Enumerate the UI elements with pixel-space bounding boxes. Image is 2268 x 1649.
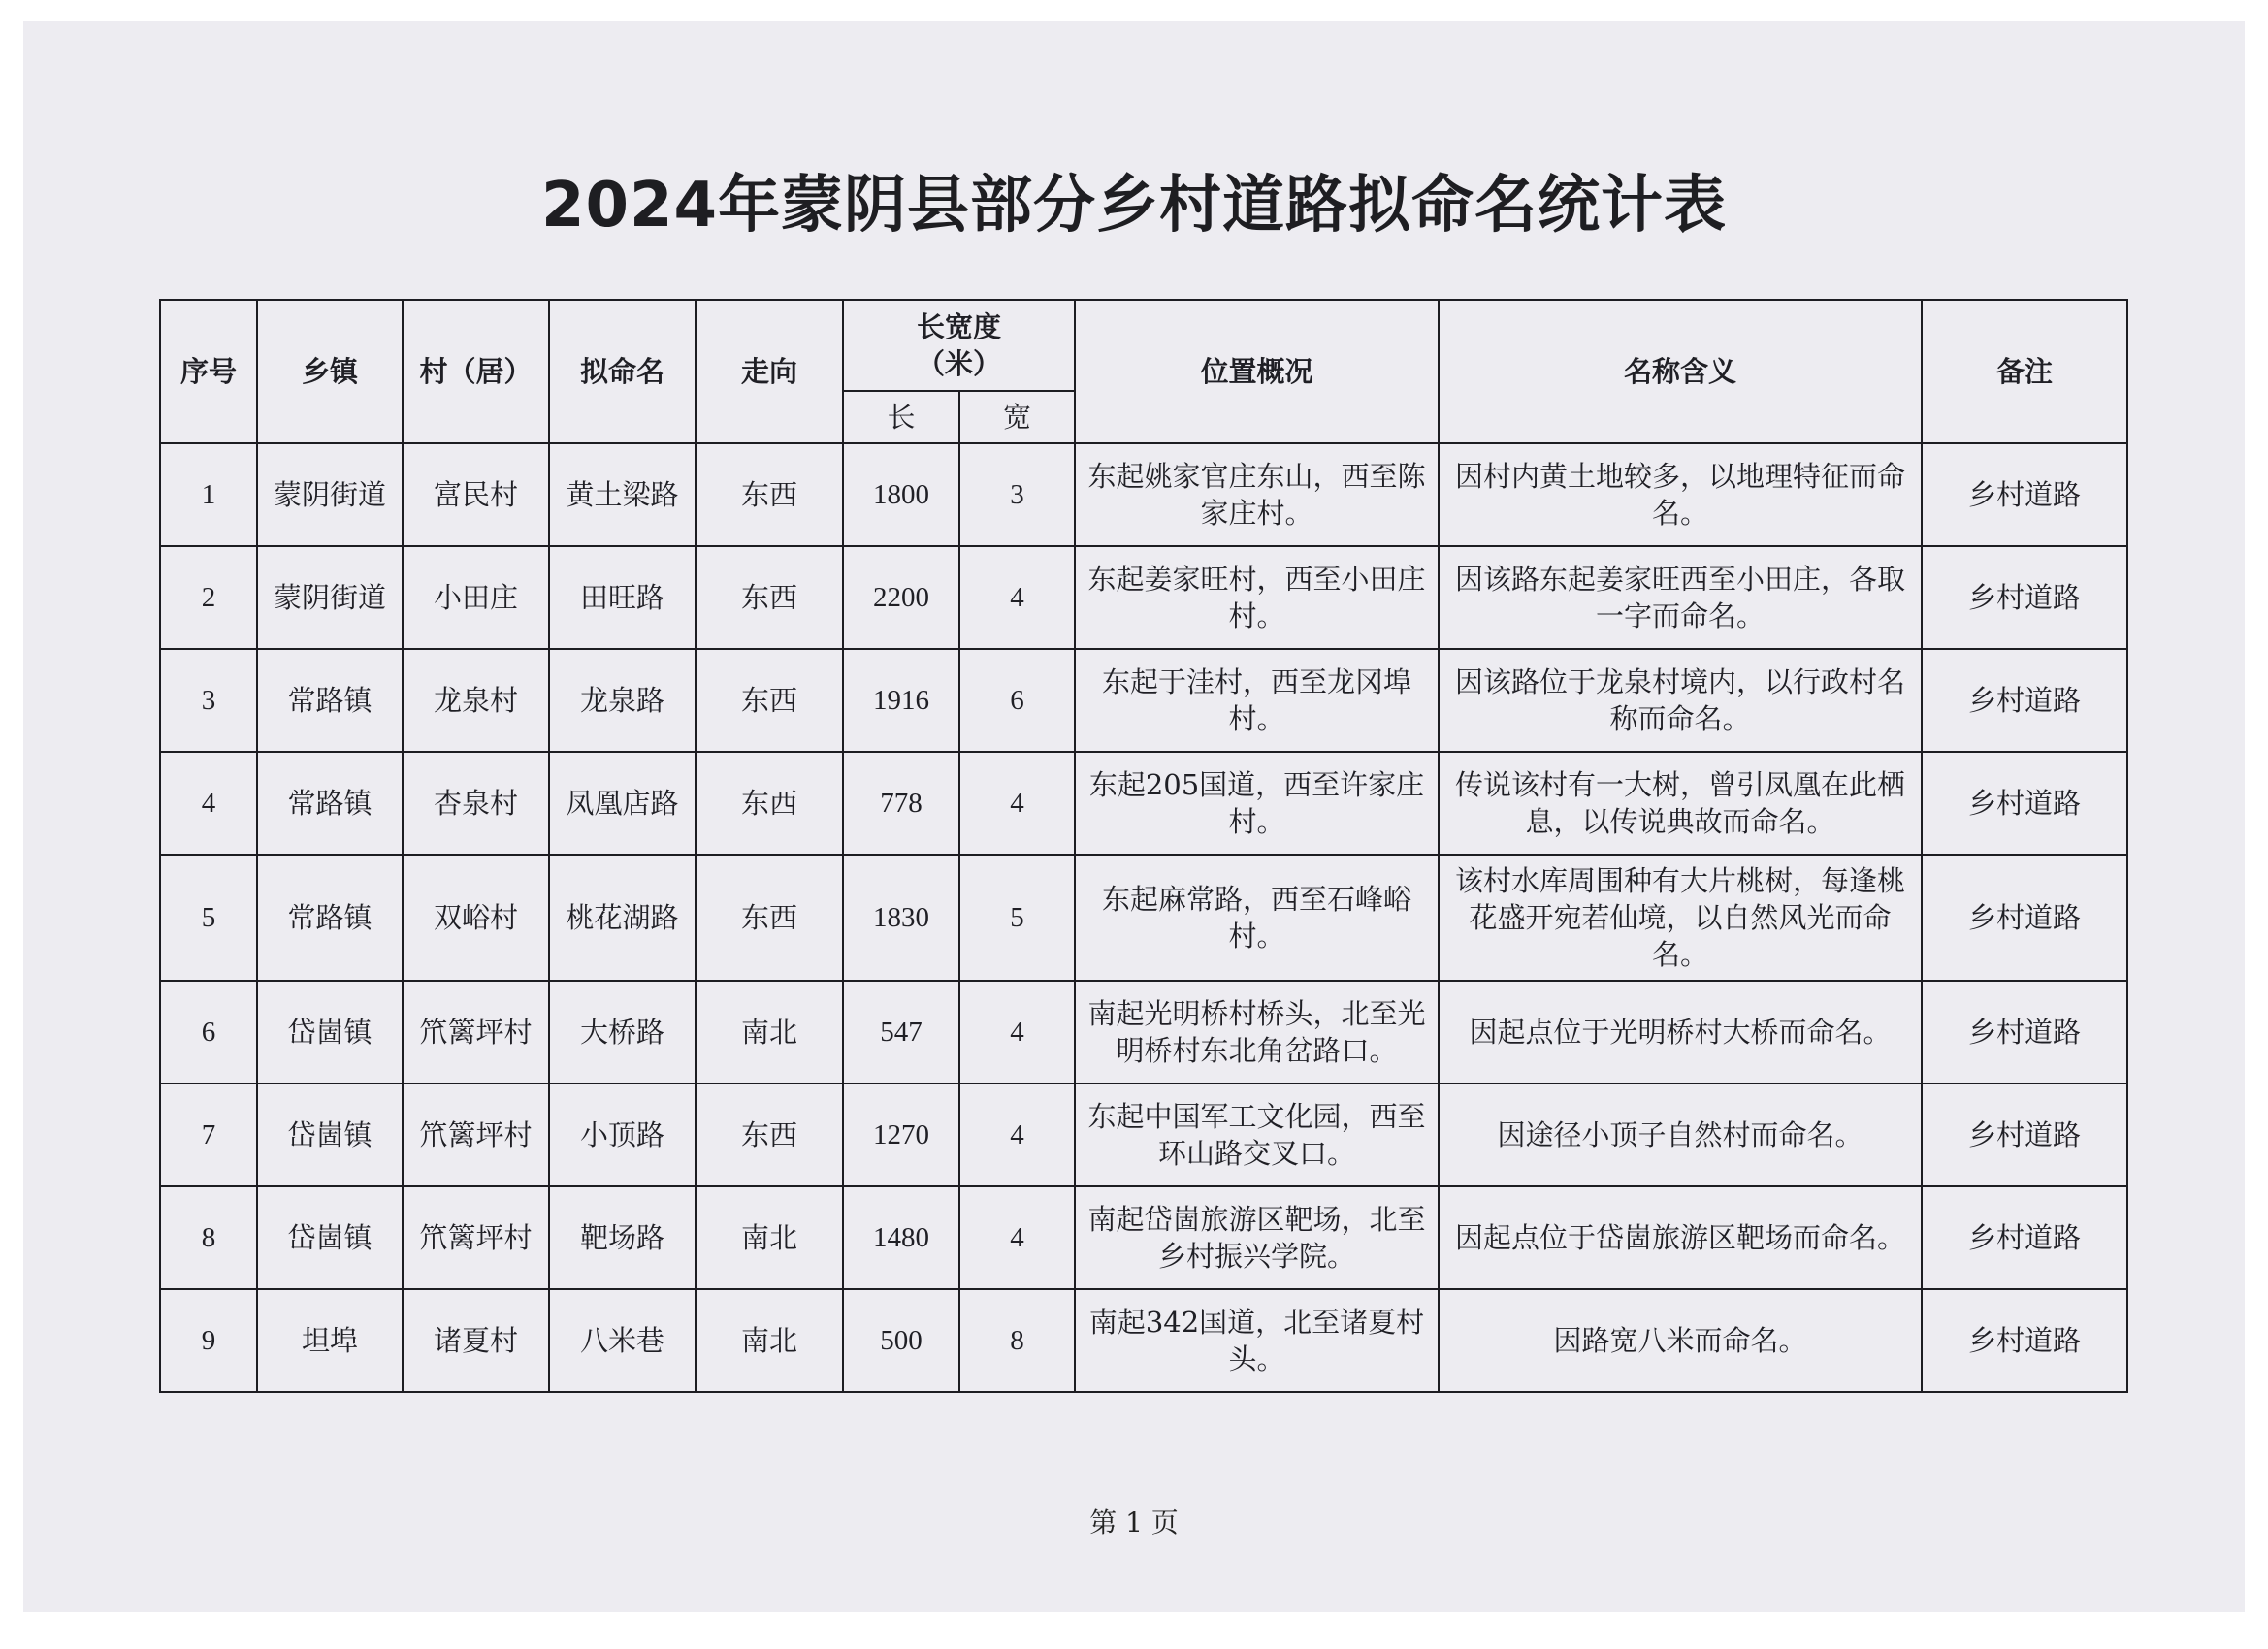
table-row — [160, 855, 2127, 981]
cell-length: 778 — [843, 752, 959, 855]
table-row — [160, 752, 2127, 855]
cell-remark: 乡村道路 — [1922, 649, 2127, 752]
cell-town: 岱崮镇 — [257, 1083, 403, 1186]
cell-name: 田旺路 — [549, 546, 696, 649]
cell-remark: 乡村道路 — [1922, 1186, 2127, 1289]
cell-length: 1830 — [843, 855, 959, 981]
header-name: 拟命名 — [549, 300, 696, 443]
cell-meaning: 因该路东起姜家旺西至小田庄，各取一字而命名。 — [1439, 546, 1922, 649]
cell-remark: 乡村道路 — [1922, 752, 2127, 855]
cell-direction: 南北 — [696, 1289, 843, 1392]
table-row — [160, 649, 2127, 752]
cell-no: 1 — [160, 443, 257, 546]
table-row — [160, 981, 2127, 1083]
header-location: 位置概况 — [1075, 300, 1439, 443]
cell-width: 3 — [959, 443, 1075, 546]
table-row — [160, 546, 2127, 649]
cell-meaning: 因途径小顶子自然村而命名。 — [1439, 1083, 1922, 1186]
header-length: 长 — [843, 391, 959, 443]
cell-town: 蒙阴街道 — [257, 546, 403, 649]
cell-village: 龙泉村 — [403, 649, 549, 752]
cell-village: 笊篱坪村 — [403, 981, 549, 1083]
cell-remark: 乡村道路 — [1922, 546, 2127, 649]
cell-no: 6 — [160, 981, 257, 1083]
cell-meaning: 因起点位于岱崮旅游区靶场而命名。 — [1439, 1186, 1922, 1289]
cell-town: 岱崮镇 — [257, 1186, 403, 1289]
cell-remark: 乡村道路 — [1922, 443, 2127, 546]
cell-meaning: 因起点位于光明桥村大桥而命名。 — [1439, 981, 1922, 1083]
cell-no: 9 — [160, 1289, 257, 1392]
table-row — [160, 1186, 2127, 1289]
header-village: 村（居） — [403, 300, 549, 443]
cell-no: 5 — [160, 855, 257, 981]
cell-town: 岱崮镇 — [257, 981, 403, 1083]
table-row — [160, 1289, 2127, 1392]
cell-length: 1270 — [843, 1083, 959, 1186]
cell-direction: 东西 — [696, 649, 843, 752]
cell-width: 4 — [959, 981, 1075, 1083]
page-number: 第 1 页 — [1089, 1506, 1179, 1538]
header-size: 长宽度 （米） — [843, 300, 1075, 391]
cell-no: 7 — [160, 1083, 257, 1186]
cell-town: 常路镇 — [257, 752, 403, 855]
cell-no: 4 — [160, 752, 257, 855]
road-naming-table — [159, 299, 2128, 1393]
cell-name: 桃花湖路 — [549, 855, 696, 981]
cell-village: 诸夏村 — [403, 1289, 549, 1392]
cell-width: 4 — [959, 752, 1075, 855]
cell-no: 3 — [160, 649, 257, 752]
header-meaning: 名称含义 — [1439, 300, 1922, 443]
cell-width: 5 — [959, 855, 1075, 981]
document-title: 2024年蒙阴县部分乡村道路拟命名统计表 — [540, 170, 1728, 242]
cell-name: 龙泉路 — [549, 649, 696, 752]
cell-location: 南起光明桥村桥头，北至光明桥村东北角岔路口。 — [1075, 981, 1439, 1083]
cell-remark: 乡村道路 — [1922, 855, 2127, 981]
cell-town: 常路镇 — [257, 855, 403, 981]
cell-no: 8 — [160, 1186, 257, 1289]
table-row — [160, 1083, 2127, 1186]
cell-village: 富民村 — [403, 443, 549, 546]
header-remark: 备注 — [1922, 300, 2127, 443]
cell-width: 4 — [959, 546, 1075, 649]
cell-name: 黄土梁路 — [549, 443, 696, 546]
cell-name: 凤凰店路 — [549, 752, 696, 855]
cell-direction: 南北 — [696, 1186, 843, 1289]
header-town: 乡镇 — [257, 300, 403, 443]
cell-location: 东起姜家旺村，西至小田庄村。 — [1075, 546, 1439, 649]
cell-name: 靶场路 — [549, 1186, 696, 1289]
cell-direction: 东西 — [696, 546, 843, 649]
cell-direction: 东西 — [696, 752, 843, 855]
cell-location: 东起于洼村，西至龙冈埠村。 — [1075, 649, 1439, 752]
cell-length: 500 — [843, 1289, 959, 1392]
cell-town: 蒙阴街道 — [257, 443, 403, 546]
cell-no: 2 — [160, 546, 257, 649]
cell-length: 1480 — [843, 1186, 959, 1289]
cell-location: 东起姚家官庄东山，西至陈家庄村。 — [1075, 443, 1439, 546]
cell-location: 东起中国军工文化园，西至环山路交叉口。 — [1075, 1083, 1439, 1186]
cell-village: 杏泉村 — [403, 752, 549, 855]
cell-direction: 东西 — [696, 443, 843, 546]
header-no: 序号 — [160, 300, 257, 443]
cell-town: 坦埠 — [257, 1289, 403, 1392]
cell-width: 4 — [959, 1186, 1075, 1289]
cell-location: 东起205国道，西至许家庄村。 — [1075, 752, 1439, 855]
table-row — [160, 443, 2127, 546]
cell-name: 大桥路 — [549, 981, 696, 1083]
cell-length: 547 — [843, 981, 959, 1083]
cell-village: 小田庄 — [403, 546, 549, 649]
cell-village: 笊篱坪村 — [403, 1083, 549, 1186]
cell-name: 小顶路 — [549, 1083, 696, 1186]
cell-remark: 乡村道路 — [1922, 1289, 2127, 1392]
header-direction: 走向 — [696, 300, 843, 443]
cell-meaning: 因该路位于龙泉村境内，以行政村名称而命名。 — [1439, 649, 1922, 752]
cell-direction: 东西 — [696, 1083, 843, 1186]
cell-meaning: 传说该村有一大树，曾引凤凰在此栖息，以传说典故而命名。 — [1439, 752, 1922, 855]
cell-width: 8 — [959, 1289, 1075, 1392]
cell-location: 南起岱崮旅游区靶场，北至乡村振兴学院。 — [1075, 1186, 1439, 1289]
cell-direction: 东西 — [696, 855, 843, 981]
cell-name: 八米巷 — [549, 1289, 696, 1392]
cell-width: 4 — [959, 1083, 1075, 1186]
cell-location: 东起麻常路，西至石峰峪村。 — [1075, 855, 1439, 981]
cell-town: 常路镇 — [257, 649, 403, 752]
cell-remark: 乡村道路 — [1922, 981, 2127, 1083]
header-row — [160, 300, 2127, 391]
cell-direction: 南北 — [696, 981, 843, 1083]
cell-width: 6 — [959, 649, 1075, 752]
cell-length: 2200 — [843, 546, 959, 649]
cell-length: 1800 — [843, 443, 959, 546]
cell-village: 双峪村 — [403, 855, 549, 981]
header-width: 宽 — [959, 391, 1075, 443]
cell-length: 1916 — [843, 649, 959, 752]
cell-meaning: 因村内黄土地较多，以地理特征而命名。 — [1439, 443, 1922, 546]
cell-village: 笊篱坪村 — [403, 1186, 549, 1289]
cell-remark: 乡村道路 — [1922, 1083, 2127, 1186]
cell-meaning: 因路宽八米而命名。 — [1439, 1289, 1922, 1392]
cell-location: 南起342国道，北至诸夏村头。 — [1075, 1289, 1439, 1392]
cell-meaning: 该村水库周围种有大片桃树，每逢桃花盛开宛若仙境，以自然风光而命名。 — [1439, 855, 1922, 981]
